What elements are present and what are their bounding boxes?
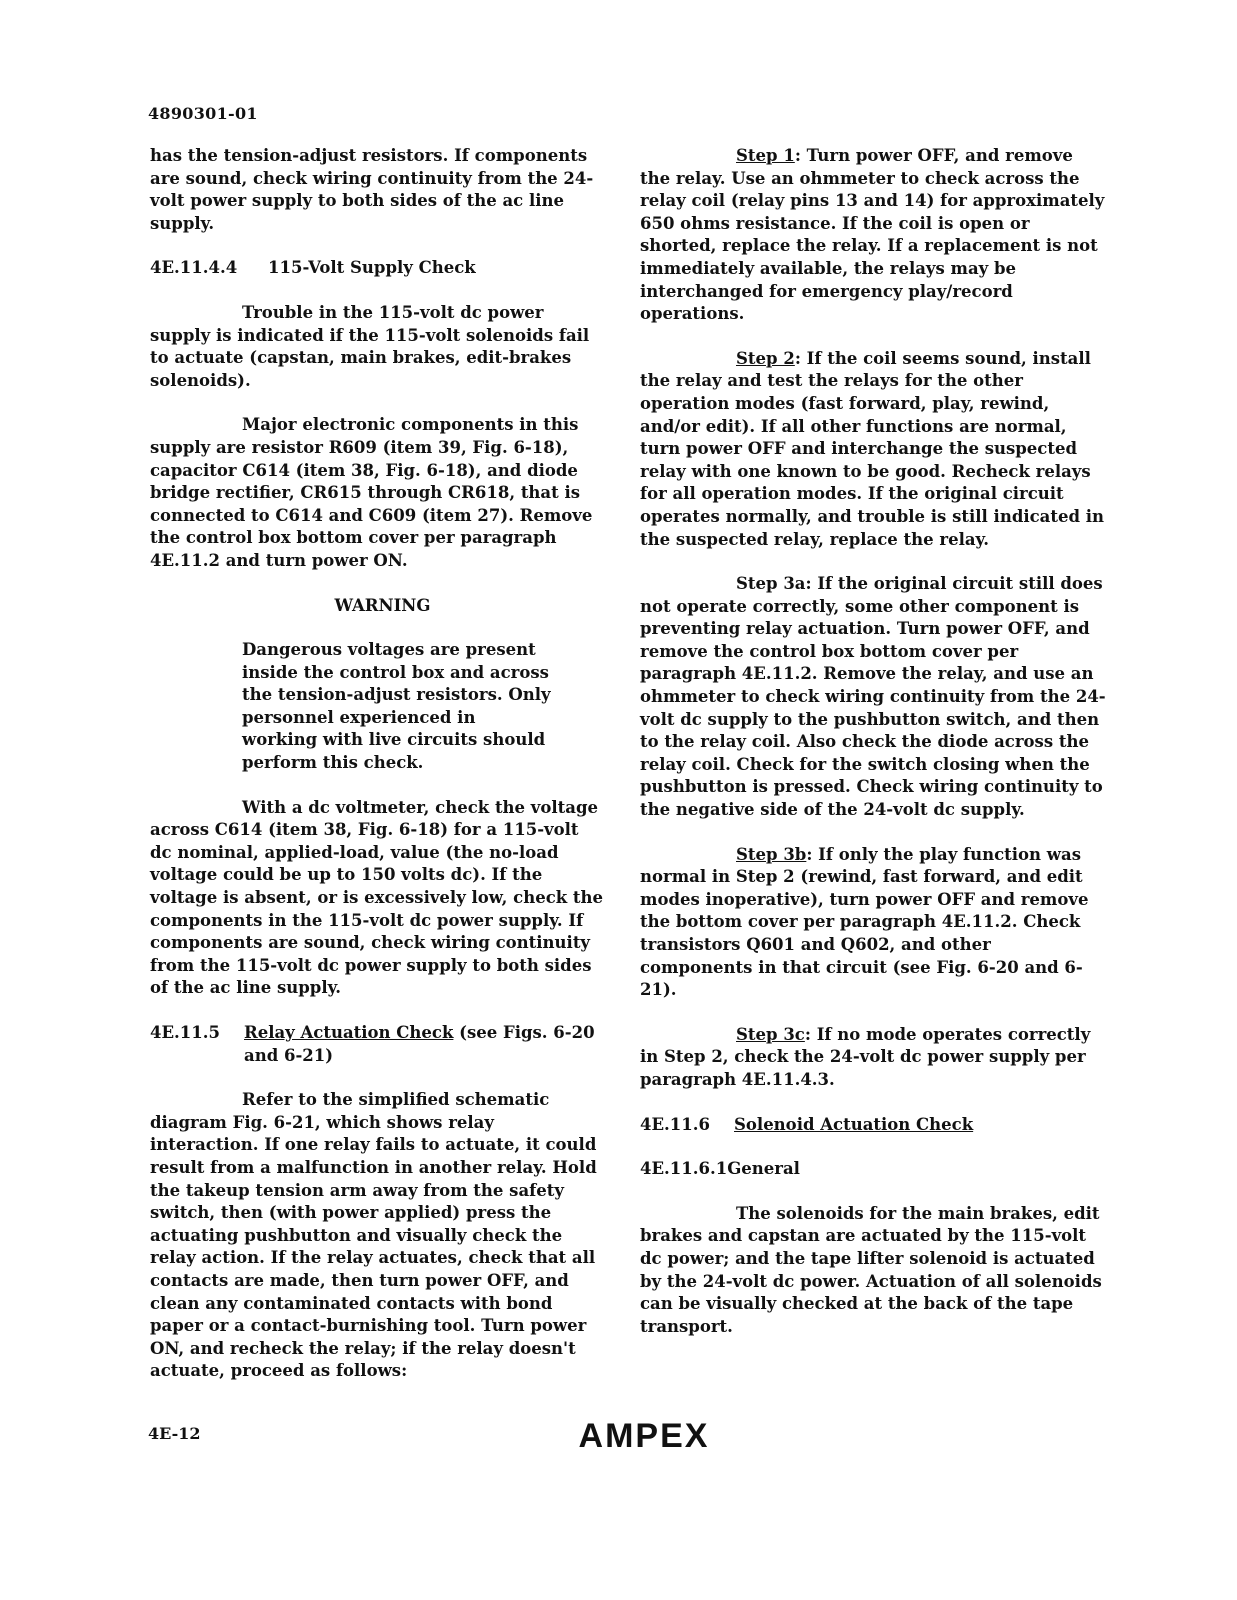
section-title: 115-Volt Supply Check (268, 258, 476, 278)
step-text: : If no mode operates correctly in Step 2, check the 24-volt dc power supply per paragraph 4E.11.4.3. (640, 1024, 1091, 1089)
paragraph-voltmeter-check: With a dc voltmeter, check the voltage across C614 (item 38, Fig. 6-18) for a 115-volt dc nominal, applied-load, value (the no-load voltage could be up to 150 volts dc). If the voltage is absent, or is excessively low, check the components in the 115-volt dc power supply. If components are sound, check wiring continuity from the 115-volt dc power supply to both sides of the ac line supply. (150, 797, 604, 998)
step-label: Step 3b (736, 844, 807, 864)
paragraph-relay-schematic: Refer to the simplified schematic diagram Fig. 6-21, which shows relay interaction. If one relay fails to actuate, it could result from a malfunction in another relay. Hold the takeup tension arm away from the safety switch, then (with power applied) press the actuating pushbutton and visually check the relay action. If the relay actuates, check that all contacts are made, then turn power OFF, and clean any contaminated contacts with bond paper or a contact-burnishing tool. Turn power ON, and recheck the relay; if the relay doesn't actuate, proceed as follows: (150, 1090, 597, 1381)
paragraph-trouble-115v: Trouble in the 115-volt dc power supply is indicated if the 115-volt solenoids fail to actuate (capstan, main brakes, edit-brakes solenoids). (150, 302, 590, 390)
step-2 (640, 348, 1108, 551)
step-3b (640, 844, 1108, 1002)
ampex-logo (563, 1417, 725, 1451)
left-column (150, 145, 605, 1405)
step-label: Step 3c (736, 1024, 805, 1044)
paragraph-major-components: Major electronic components in this supply are resistor R609 (item 39, Fig. 6-18), capacitor C614 (item 38, Fig. 6-18), and diode bridge rectifier, CR615 through CR618, that is connected to C614 and C609 (item 27). Remove the control box bottom cover per paragraph 4E.11.2 and turn power ON. (150, 415, 593, 570)
warning-title: WARNING (334, 595, 431, 615)
paragraph-tension-adjust: has the tension-adjust resistors. If components are sound, check wiring continuity from the 24-volt power supply to both sides of the ac line supply. (150, 146, 594, 233)
section-number: 4E.11.6.1 (640, 1159, 728, 1179)
section-title-suffix: (see Figs. 6-20 and 6-21) (244, 1023, 595, 1065)
section-title: General (727, 1159, 800, 1179)
section-heading-115v-check (150, 257, 605, 280)
right-column (640, 145, 1108, 1360)
step-label: Step 2 (736, 348, 795, 368)
section-number: 4E.11.6 (640, 1114, 710, 1134)
step-3c (640, 1024, 1108, 1092)
section-number: 4E.11.5 (150, 1023, 220, 1042)
step-label: Step 1 (736, 146, 795, 165)
step-text: : If the original circuit still does not operate correctly, some other component is preventing relay actuation. Turn power OFF, and remove the control box bottom cover per paragraph 4E.11.2. Remove the relay, and use an ohmmeter to check wiring continuity from the 24-volt dc supply to the pushbutton switch, and then to the relay coil. Also check the diode across the relay coil. Check for the switch closing when the pushbutton is pressed. Check wiring continuity to the negative side of the 24-volt dc supply. (640, 574, 1106, 820)
warning-text: Dangerous voltages are present inside the control box and across the tension-adjust resistors. Only personnel experienced in working with live circuits should perform this check. (242, 640, 551, 773)
section-heading-general (640, 1158, 1108, 1181)
step-3a (640, 573, 1108, 822)
section-title: Relay Actuation Check (244, 1023, 454, 1042)
section-title: Solenoid Actuation Check (734, 1114, 974, 1134)
section-heading-solenoid-actuation (640, 1114, 1108, 1137)
step-1 (640, 145, 1108, 326)
page-number: 4E-12 (148, 1424, 201, 1443)
logo-text: AMPEX (578, 1417, 710, 1451)
section-heading-relay-actuation (150, 1022, 605, 1067)
step-text: : Turn power OFF, and remove the relay. Use an ohmmeter to check across the relay coil (relay pins 13 and 14) for approximately 650 ohms resistance. If the coil is open or shorted, replace the relay. If a replacement is not immediately available, the relays may be interchanged for emergency play/record operations. (640, 146, 1105, 324)
step-label: Step 3a (736, 574, 806, 594)
step-text: : If only the play function was normal in Step 2 (rewind, fast forward, and edit modes inoperative), turn power OFF and remove the bottom cover per paragraph 4E.11.2. Check transistors Q601 and Q602, and other components in that circuit (see Fig. 6-20 and 6-21). (640, 844, 1089, 1000)
step-text: : If the coil seems sound, install the relay and test the relays for the other operation modes (fast forward, play, rewind, and/or edit). If all other functions are normal, turn power OFF and interchange the suspected relay with one known to be good. Recheck relays for all operation modes. If the original circuit operates normally, and trouble is still indicated in the suspected relay, replace the relay. (640, 348, 1105, 549)
section-number: 4E.11.4.4 (150, 258, 238, 278)
section-title-wrap (244, 1022, 605, 1067)
document-number: 4890301-01 (148, 104, 258, 123)
paragraph-solenoids-general: The solenoids for the main brakes, edit brakes and capstan are actuated by the 115-volt dc power; and the tape lifter solenoid is actuated by the 24-volt dc power. Actuation of all solenoids can be visually checked at the back of the tape transport. (640, 1203, 1102, 1336)
